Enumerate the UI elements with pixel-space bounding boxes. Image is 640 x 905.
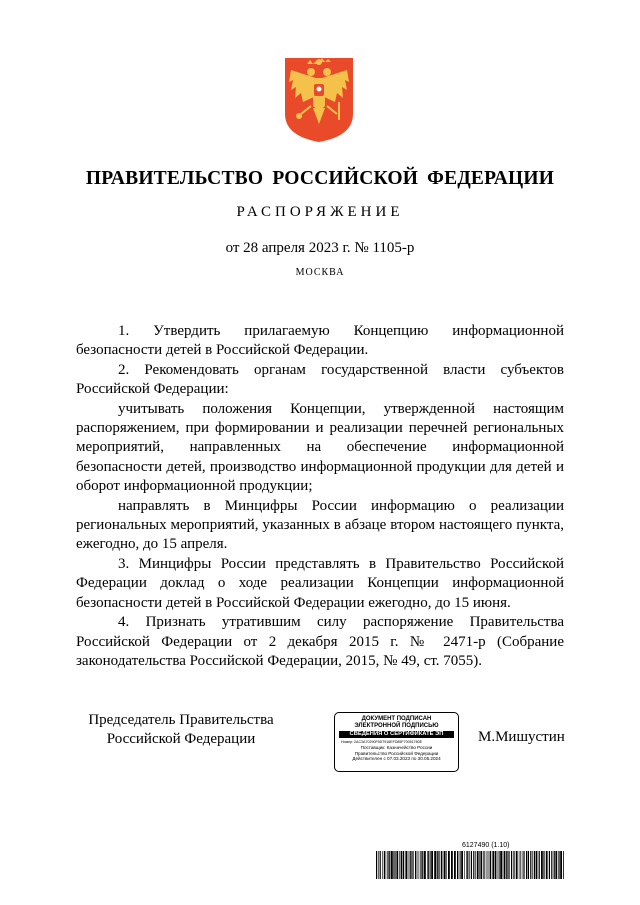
signatory-name: М.Мишустин	[478, 729, 565, 745]
signatory-position-line1: Председатель Правительства	[88, 712, 274, 728]
city: МОСКВА	[295, 267, 345, 278]
stamp-owner: Правительство Российской Федерации	[354, 750, 439, 756]
electronic-signature-stamp	[334, 712, 459, 772]
stamp-serial: Номер: 2AC3A70290F5D7916EFD85F70051780E	[341, 740, 422, 744]
stamp-line2: ЭЛЕКТРОННОЙ ПОДПИСЬЮ	[354, 723, 439, 729]
signatory-position	[76, 711, 286, 749]
paragraph-1: 1. Утвердить прилагаемую Концепцию информационной безопасности детей в Российской Федерации.	[76, 323, 564, 359]
barcode	[376, 851, 564, 879]
paragraph-3: учитывать положения Концепции, утвержденной настоящим распоряжением, при формировании и реализации перечней региональных мероприятий, направленных на обеспечение информационной безопасности детей, производство информационной продукции для детей и оборот информационной продукции;	[76, 400, 564, 495]
stamp-validity: Действителен с 07.03.2023 по 30.05.2024	[352, 756, 441, 762]
paragraph-6: 4. Признать утратившим силу распоряжение Правительства Российской Федерации от 2 декабря 2015 г. № 2471-р (Собрание законодательства Российской Федерации, 2015, № 49, ст. 7055).	[76, 614, 564, 669]
date-and-number: от 28 апреля 2023 г. № 1105-р	[225, 240, 415, 256]
signatory-position-line2: Российской Федерации	[106, 731, 256, 747]
document-type: РАСПОРЯЖЕНИЕ	[236, 204, 404, 220]
coat-of-arms-emblem	[283, 56, 355, 144]
document-body	[76, 322, 564, 671]
stamp-supplier: Поставщик: Казначейство России	[360, 745, 433, 750]
stamp-line1: ДОКУМЕНТ ПОДПИСАН	[361, 716, 432, 722]
paragraph-2: 2. Рекомендовать органам государственной власти субъектов Российской Федерации:	[76, 361, 564, 398]
paragraph-4: направлять в Минцифры России информацию о реализации региональных мероприятий, указанных в абзаце втором настоящего пункта, ежегодно, до 15 апреля.	[76, 497, 564, 553]
stamp-banner: СВЕДЕНИЯ О СЕРТИФИКАТЕ ЭП	[339, 731, 454, 738]
document-code: 6127490 (1.10)	[462, 842, 510, 849]
government-title: ПРАВИТЕЛЬСТВО РОССИЙСКОЙ ФЕДЕРАЦИИ	[85, 168, 555, 189]
paragraph-5: 3. Минцифры России представлять в Правительство Российской Федерации доклад о ходе реализации Концепции информационной безопасности детей в Российской Федерации ежегодно, до 15 июня.	[76, 555, 564, 611]
